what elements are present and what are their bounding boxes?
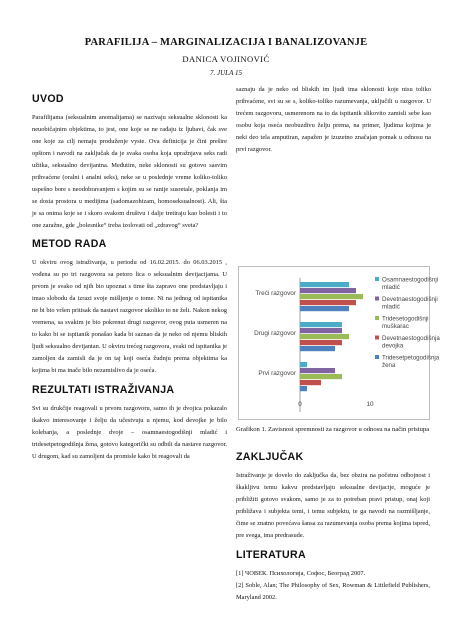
legend-label: Tridesetogodišnji — [382, 315, 429, 323]
section-title-zakljucak: ZAKLJUČAK — [236, 451, 304, 463]
section-title-literatura: LITERATURA — [236, 548, 306, 561]
bar — [300, 380, 321, 385]
legend-label: mladić — [382, 284, 400, 291]
bar — [300, 346, 335, 351]
x-tick-label: 0 — [298, 401, 302, 408]
right-column-top — [236, 84, 431, 156]
legend-swatch — [375, 355, 379, 359]
bar — [300, 374, 342, 379]
x-tick-label: 10 — [366, 401, 374, 408]
bar — [300, 288, 356, 293]
legend-label: Osamnaestogodišnji — [382, 276, 439, 284]
bar — [300, 294, 363, 299]
paper-title: PARAFILIJA – MARGINALIZACIJA I BANALIZOVANJE — [84, 37, 368, 48]
author-name: DANICA VOJINOVIĆ — [182, 54, 270, 64]
bar — [300, 322, 342, 327]
category-label: Treći razgovor — [255, 290, 296, 297]
legend-label: mladić — [382, 303, 400, 311]
category-label: Drugi razgovor — [254, 330, 296, 337]
legend-swatch — [375, 277, 379, 281]
uvod-paragraph: Parafilijama (seksualnim anomalijama) se nazivaju seksualne sklonosti ka neuobičajnim objektima, to jest, one koje se ne rađaju iz ljubavi, čak sve one koje za cilj nemaju produženje vyste. Ova definicija je čini prešire opštom i navodi na zaključak da je svaka osoba koja upražnjava seks radi užitka, seksualno devijantna. Međutim, neke sklonosti su gotovo sasvim prihvaćene (oralni i analni seks), neke se u poslednje vreme koliko-toliko uspešno bore s neodobravanjem s kojim su se ranije susretale, poklanja im se dosta prostora u medijima (sadomazohizam, homoseksualnost). Ali, šta je sa onima koje se i skoro svakom društvu i dalje tretiraju kao bolesti i to one zaražne, gde „bolesnike“ treba izolovati od „zdravog“ sveta? — [32, 113, 227, 229]
bar — [300, 368, 335, 373]
chart-caption: Grafikon 1. Zavisnost spremnosti za razgovor u odnosu na način pristupa — [236, 426, 430, 433]
category-label: Prvi razgovor — [258, 370, 296, 377]
legend-label: Devetnaestogodišnja — [382, 335, 440, 342]
reference-2: [2] Soble, Alan; The Philosophy of Sex, Rowman & Littlefield Publishers, Maryland 2002. — [236, 581, 430, 601]
rezultati-continued-paragraph: saznaju da je neko od bliskih im ljudi ima sklonosti koje nisu toliko prihvaćene, svi su se s, koliko-toliko razumevanja, uključili u razgovor. U trećem razgovoru, usmerenom na to da ispitanik slikovito zamisli sebe kao osobu koja oseća neobuzdivu želju prema, na primer, ljudima kojima je neki deo tela amputiran, zapažen je izuzetno značajan pomak u odnosu na prvi razgovor. — [236, 86, 431, 153]
section-title-uvod: UVOD — [32, 93, 64, 105]
section-title-metod: METOD RADA — [32, 238, 107, 251]
legend-label: Tridesetpetogodišnja — [382, 354, 440, 362]
legend-label: žena — [382, 362, 396, 369]
rezultati-paragraph: Svi su drukčije reagovali u prvom razgovoru, samo ih je dvojica pokazalo ikakvo interesovanje i želju da učestvuju u njemu, kod devojke je bilo kolebanja, a poslednje dvoje – osamnaestogodišnji mladić i tridesetpetogodišnja žena, gotovo kategorički su odbili da nastave razgovor. U drugom, kad su zamoljeni da promisle kako bi reagovali da — [32, 404, 227, 460]
bar — [300, 306, 349, 311]
bar — [300, 362, 307, 367]
legend-swatch — [375, 297, 379, 301]
metod-paragraph: U okviru ovog istraživanja, u periodu od 16.02.2015. do 06.03.2015 , vođena su po tri razgovora sa petoro lica o seksualnim devijacijama. U prvom je svako od njih bio upoznat s time šta zapravo one predstavljaju i imao slobodu da izrazi svoje mišljenje o tome. Ni na jednog od ispitanika ne bi bio vršen pritisak da nastavi razgovor ukoliko to ne želi. Nakon nekog vremena, sa svakim je bio pokrenut drugi razgovor, ovog puta usmeren na to kako bi se ispitanik ponašao kada bi saznao da je neko od njemu bliskih ljudi seksualno devijantan. U okviru trećeg razgovora, svaki od ispitanika je zamoljen da zamisli da je on taj koji oseća žudnju prema objektima ka kojima bi ma inače bilo nezamislivo da je oseća. — [32, 259, 227, 375]
right-column-bottom — [236, 444, 430, 603]
bar — [300, 282, 349, 287]
legend-swatch — [375, 336, 379, 340]
paper-date: 7. JULA 15 — [210, 69, 242, 77]
legend-label: muškarac — [382, 323, 409, 330]
bar — [300, 334, 349, 339]
legend-label: Devetnaestogodišnji — [382, 296, 438, 303]
left-column — [32, 84, 227, 463]
bar — [300, 386, 307, 391]
legend-label: devojka — [382, 342, 404, 350]
bar — [300, 328, 342, 333]
bar-chart — [238, 266, 440, 420]
bar — [300, 300, 356, 305]
section-title-rezultati: REZULTATI ISTRAŽIVANJA — [32, 383, 175, 396]
legend-swatch — [375, 316, 379, 320]
zakljucak-paragraph: Istraživanje je dovelo do zaključka da, bez obzira na početnu odbojnost i škakljivu temu kakvu predstavljaju seksualne devijacije, moguće je približiti gotovo svakom, samo je za to potreban pravi pristup, onaj koji približava i subjekta temi, i temu subjektu, te ga navodi na razmišljanje, čime se znatno povećava šansa za razumevanja osoba prema kojima ispred, pre svega, ima predrasude. — [236, 471, 430, 539]
reference-1: [1] ЧОВЕК. Психологија, Софос, Београд 2007. — [236, 569, 366, 577]
bar — [300, 340, 342, 345]
